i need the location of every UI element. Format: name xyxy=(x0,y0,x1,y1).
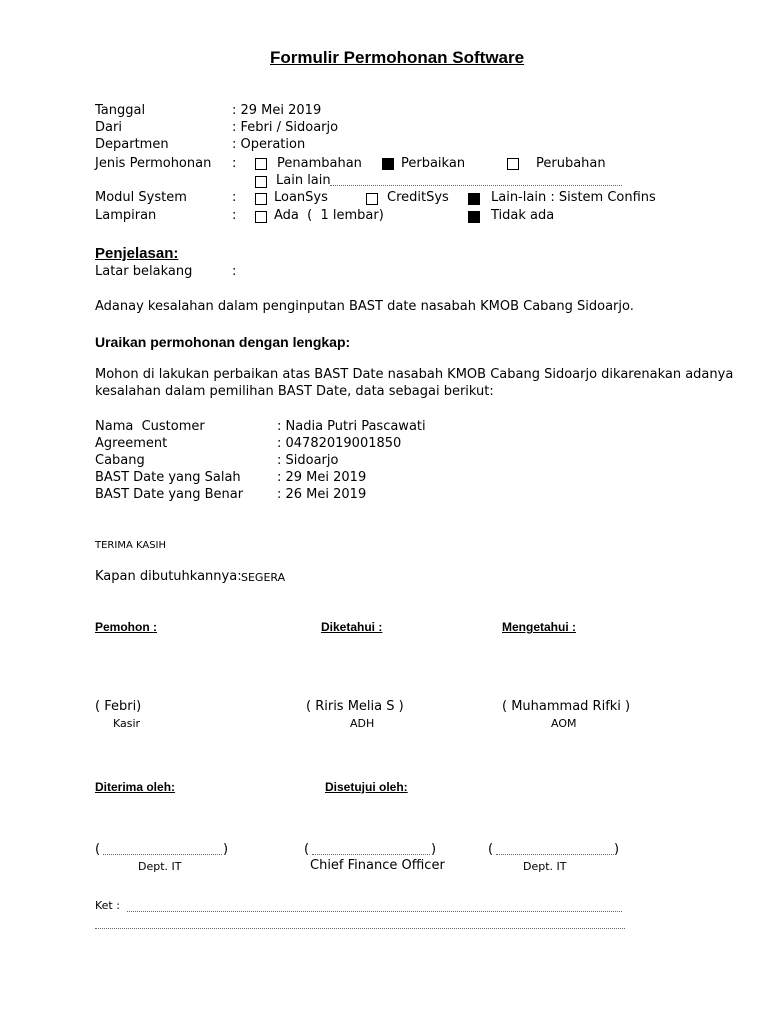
sign-open-2: ( xyxy=(304,842,310,857)
disetujui-heading: Disetujui oleh: xyxy=(325,780,408,794)
modul-label: Modul System xyxy=(95,190,187,205)
form-title: Formulir Permohonan Software xyxy=(270,48,525,67)
sign-role-3: Dept. IT xyxy=(523,860,567,873)
lampiran-colon: : xyxy=(232,208,237,223)
latar-label: Latar belakang xyxy=(95,264,193,279)
detail-label-agreement: Agreement xyxy=(95,436,168,451)
tanggal-label: Tanggal xyxy=(95,103,146,118)
ada-checkbox[interactable] xyxy=(255,211,267,223)
creditsys-checkbox[interactable] xyxy=(366,193,378,205)
pemohon-heading: Pemohon : xyxy=(95,620,157,634)
latar-colon: : xyxy=(232,264,237,279)
mengetahui-role: AOM xyxy=(551,717,577,730)
kapan-value: SEGERA xyxy=(241,571,286,584)
uraian-line-1: Mohon di lakukan perbaikan atas BAST Date nasabah KMOB Cabang Sidoarjo dikarenakan adanya xyxy=(95,367,734,382)
penambahan-label: Penambahan xyxy=(277,156,362,171)
ada-label: Ada ( 1 lembar) xyxy=(274,208,384,223)
perubahan-checkbox[interactable] xyxy=(507,158,519,170)
loansys-checkbox[interactable] xyxy=(255,193,267,205)
sign-open-1: ( xyxy=(95,842,101,857)
jenis-colon: : xyxy=(232,156,237,171)
jenis-label: Jenis Permohonan xyxy=(95,156,212,171)
ket-dotted-line-2 xyxy=(95,928,625,929)
ket-label: Ket : xyxy=(95,899,120,912)
pemohon-name: ( Febri) xyxy=(95,699,142,714)
mengetahui-name: ( Muhammad Rifki ) xyxy=(502,699,631,714)
perbaikan-label: Perbaikan xyxy=(401,156,466,171)
modul-colon: : xyxy=(232,190,237,205)
lain-lain-sistem-checkbox[interactable] xyxy=(468,193,480,205)
sign-close-2: ) xyxy=(431,842,437,857)
detail-value-bast-benar: : 26 Mei 2019 xyxy=(277,487,367,502)
ket-dotted-line-1 xyxy=(127,911,622,912)
pemohon-role: Kasir xyxy=(113,717,141,730)
detail-value-agreement: : 04782019001850 xyxy=(277,436,402,451)
diketahui-role: ADH xyxy=(350,717,375,730)
tidak-ada-label: Tidak ada xyxy=(491,208,555,223)
perubahan-label: Perubahan xyxy=(536,156,606,171)
diterima-heading: Diterima oleh: xyxy=(95,780,176,794)
departmen-value: : Operation xyxy=(232,137,306,152)
creditsys-label: CreditSys xyxy=(387,190,449,205)
lain-lain-dotted-line xyxy=(330,185,622,186)
uraian-line-2: kesalahan dalam pemilihan BAST Date, data sebagai berikut: xyxy=(95,384,494,399)
sign-dotted-line-2 xyxy=(312,854,430,855)
diketahui-heading: Diketahui : xyxy=(321,620,383,634)
detail-value-bast-salah: : 29 Mei 2019 xyxy=(277,470,367,485)
lain-lain-sistem-label: Lain-lain : Sistem Confins xyxy=(491,190,656,205)
detail-value-nama: : Nadia Putri Pascawati xyxy=(277,419,426,434)
dari-value: : Febri / Sidoarjo xyxy=(232,120,339,135)
closing-text: TERIMA KASIH xyxy=(95,540,167,551)
dari-label: Dari xyxy=(95,120,122,135)
penjelasan-heading: Penjelasan: xyxy=(95,245,179,262)
lain-lain-checkbox[interactable] xyxy=(255,176,267,188)
uraian-heading: Uraikan permohonan dengan lengkap: xyxy=(95,334,351,350)
diketahui-name: ( Riris Melia S ) xyxy=(306,699,404,714)
detail-label-cabang: Cabang xyxy=(95,453,145,468)
penambahan-checkbox[interactable] xyxy=(255,158,267,170)
latar-text: Adanay kesalahan dalam penginputan BAST date nasabah KMOB Cabang Sidoarjo. xyxy=(95,299,634,314)
detail-label-bast-benar: BAST Date yang Benar xyxy=(95,487,244,502)
sign-close-1: ) xyxy=(223,842,229,857)
kapan-label: Kapan dibutuhkannya: xyxy=(95,569,242,584)
detail-value-cabang: : Sidoarjo xyxy=(277,453,339,468)
sign-open-3: ( xyxy=(488,842,494,857)
sign-role-1: Dept. IT xyxy=(138,860,182,873)
sign-dotted-line-1 xyxy=(103,854,222,855)
sign-dotted-line-3 xyxy=(496,854,614,855)
lampiran-label: Lampiran xyxy=(95,208,157,223)
departmen-label: Departmen xyxy=(95,137,169,152)
sign-role-2: Chief Finance Officer xyxy=(310,858,445,873)
detail-label-nama: Nama Customer xyxy=(95,419,205,434)
detail-label-bast-salah: BAST Date yang Salah xyxy=(95,470,241,485)
sign-close-3: ) xyxy=(614,842,620,857)
tidak-ada-checkbox[interactable] xyxy=(468,211,480,223)
tanggal-value: : 29 Mei 2019 xyxy=(232,103,322,118)
loansys-label: LoanSys xyxy=(274,190,328,205)
mengetahui-heading: Mengetahui : xyxy=(502,620,576,634)
lain-lain-label: Lain lain xyxy=(276,173,331,188)
perbaikan-checkbox[interactable] xyxy=(382,158,394,170)
